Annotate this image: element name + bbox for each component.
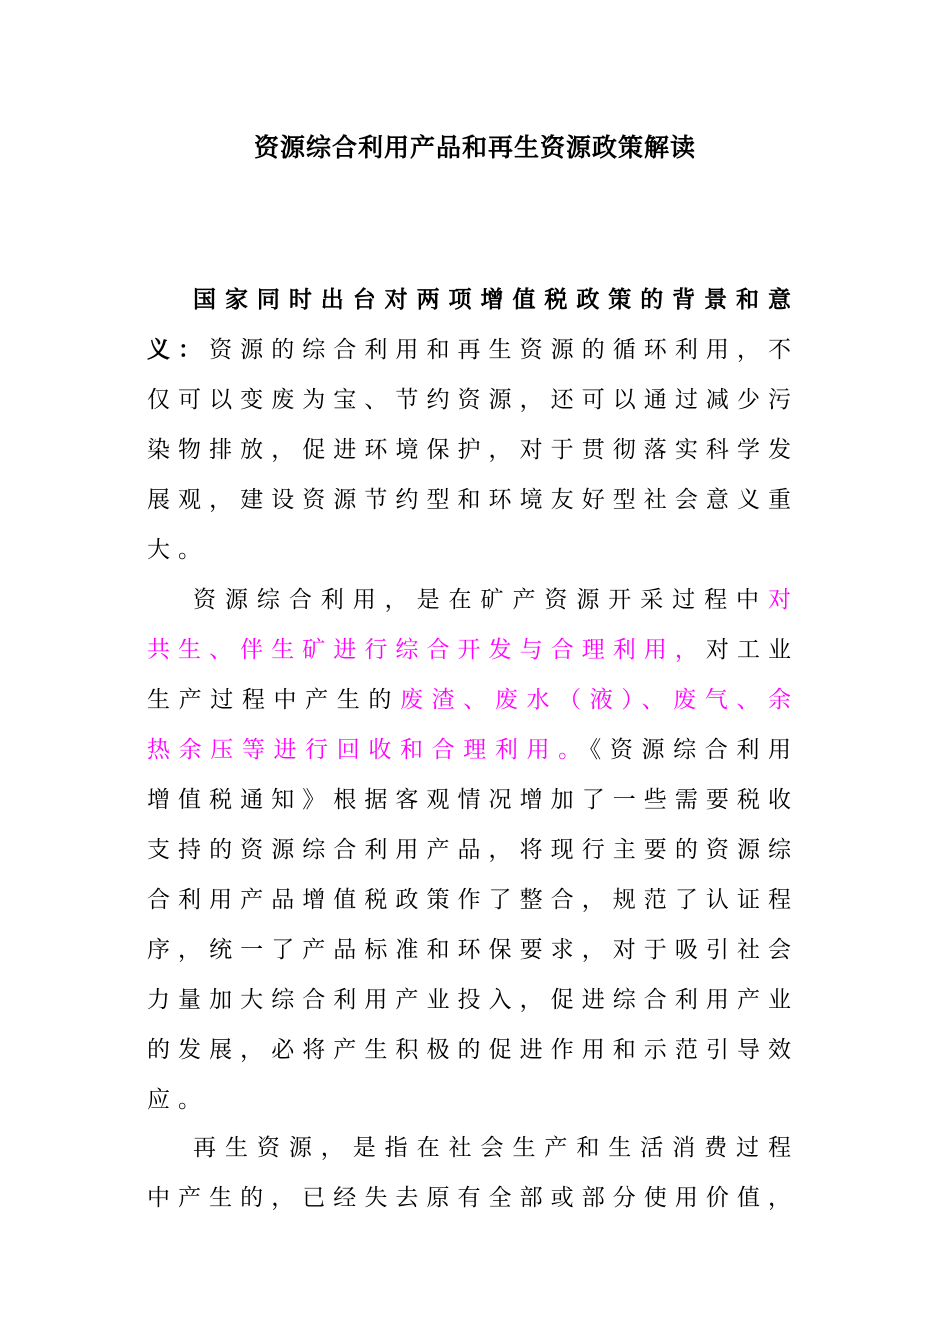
paragraph-line [147,925,799,975]
paragraph-line [147,725,799,775]
paragraph-line [147,775,799,825]
paragraph-line [147,525,799,575]
paragraph-line [147,1075,799,1125]
paragraph-line [147,1173,799,1223]
paragraph-line [147,475,799,525]
paragraph-line [147,425,799,475]
paragraph-line [147,1123,799,1173]
paragraph-line [147,625,799,675]
paragraph-line [147,825,799,875]
text-segment: 增值税通知》根据客观情况增加了一些需要税收 [147,787,799,813]
text-segment: 展观，建设资源节约型和环境友好型社会意义重 [147,487,799,513]
paragraph-background [147,275,799,575]
text-segment: 资源的综合利用和再生资源的循环利用，不 [209,337,800,363]
text-segment: 支持的资源综合利用产品，将现行主要的资源综 [147,837,799,863]
text-segment: 资源综合利用，是在矿产资源开采过程中 [193,587,768,613]
text-segment: 《资源综合利用 [589,737,799,763]
highlighted-text: 热余压等进行回收和合理利用。 [147,737,590,763]
text-segment: 国家同时出台对两项增值税政策的背景和意 [193,287,799,313]
text-segment: 对工业 [705,637,800,663]
highlighted-text: 废渣、废水（液）、废气、余 [400,687,799,713]
highlighted-text: 对 [768,587,799,613]
paragraph-resource-utilization [147,575,799,1125]
text-segment: 序，统一了产品标准和环保要求，对于吸引社会 [147,937,799,963]
text-segment: 仅可以变废为宝、节约资源，还可以通过减少污 [147,387,799,413]
text-segment: 合利用产品增值税政策作了整合，规范了认证程 [147,887,799,913]
paragraph-line [147,375,799,425]
paragraph-line [147,875,799,925]
text-segment: 力量加大综合利用产业投入，促进综合利用产业 [147,987,799,1013]
paragraph-line [147,675,799,725]
paragraph-line [147,325,799,375]
paragraph-line [147,275,799,325]
paragraph-line [147,975,799,1025]
text-segment: 的发展，必将产生积极的促进作用和示范引导效 [147,1037,799,1063]
text-segment: 大。 [147,537,209,563]
paragraph-line [147,575,799,625]
text-segment: 生产过程中产生的 [147,687,400,713]
text-segment: 中产生的，已经失去原有全部或部分使用价值， [147,1185,799,1211]
text-segment: 应。 [147,1087,209,1113]
paragraph-line [147,1025,799,1075]
paragraph-renewable-resources [147,1123,799,1223]
text-segment: 再生资源，是指在社会生产和生活消费过程 [193,1135,799,1161]
text-segment: 染物排放，促进环境保护，对于贯彻落实科学发 [147,437,799,463]
document-title: 资源综合利用产品和再生资源政策解读 [253,133,696,162]
text-segment: 义： [147,337,210,363]
highlighted-text: 共生、伴生矿进行综合开发与合理利用， [147,637,706,663]
